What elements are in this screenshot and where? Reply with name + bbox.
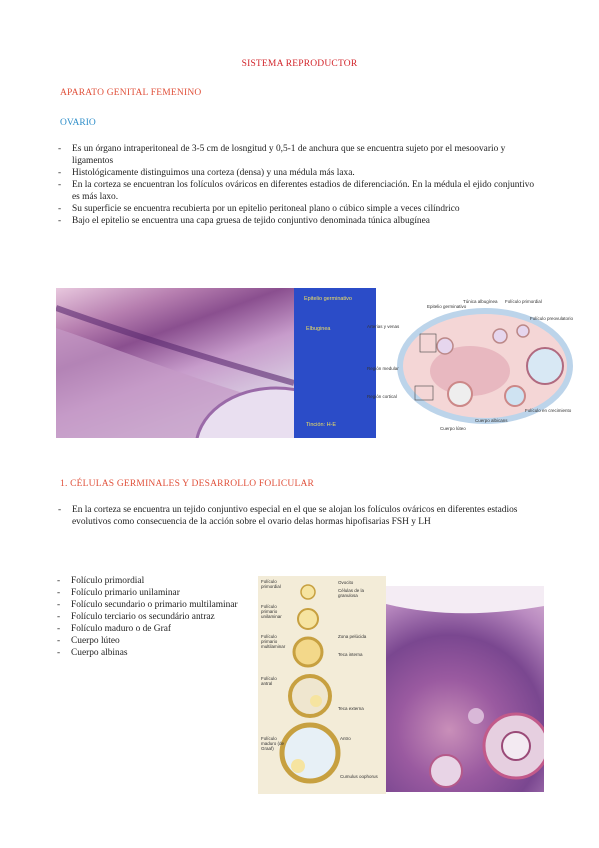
micrograph-epitelio [56,288,294,438]
diagram-label: Zona pelúcida [338,634,367,639]
diagram-label: Epitelio germinativo [427,304,467,309]
list-item: - Su superficie se encuentra recubierta por un epitelio peritoneal plano o cúbico simple a veces cilíndrico [57,203,542,215]
label-epitelio: Epitelio germinativo [304,296,352,302]
subsection-heading: OVARIO [60,118,96,128]
diagram-label: Arterias y venas [367,324,400,329]
list-item: - En la corteza se encuentra un tejido conjuntivo especial en el que se alojan los folículos ováricos en diferentes estadios evolutivos como consecuencia de la acción sobre el ovario delas hormas hipofisarias FSH y LH [57,504,537,528]
ovario-bullet-list [57,143,542,227]
follicle-stages-diagram [258,576,386,794]
section2-bullet-list [57,504,537,528]
ovary-diagram [365,296,575,436]
diagram-label: Folículo maduro (de Graaf) [261,736,285,751]
section2-heading: 1. CÉLULAS GERMINALES Y DESARROLLO FOLICULAR [60,479,315,489]
list-item: - Folículo primario unilaminar [56,587,246,599]
follicle-list [56,575,246,659]
diagram-label: Antro [340,736,351,741]
diagram-label: Túnica albugínea [463,299,498,304]
list-item: - Folículo primordial [56,575,246,587]
diagram-label: Folículo primordial [505,299,542,304]
list-item: - Bajo el epitelio se encuentra una capa gruesa de tejido conjuntivo denominada túnica albugínea [57,215,542,227]
diagram-label: Teca interna [338,652,363,657]
label-tincion: Tinción: H-E [306,422,337,428]
micrograph-label-panel [294,288,376,438]
tissue-illustration [386,586,544,792]
diagram-label: Folículo preovulatorio [530,316,574,321]
diagram-label: Folículo antral [261,676,277,686]
list-item: - Folículo terciario os secundário antraz [56,611,246,623]
diagram-label: Folículo primordial [261,579,281,589]
diagram-label: Folículo primario multilaminar [261,634,286,649]
diagram-label: Cuerpo albicans [475,418,508,423]
diagram-label: Teca externa [338,706,364,711]
tissue-illustration [56,288,294,438]
list-item: - Cuerpo lúteo [56,635,246,647]
list-item: - Folículo maduro o de Graf [56,623,246,635]
diagram-label: Ovocito [338,580,354,585]
list-item: - Es un órgano intraperitoneal de 3-5 cm de losngitud y 0,5-1 de anchura que se encuentra sujeto por el mesoovario y ligamentos [57,143,542,167]
diagram-label: Cumulus oophorus [340,774,378,779]
section-heading: APARATO GENITAL FEMENINO [60,88,202,98]
list-item: - En la corteza se encuentran los folículos ováricos en diferentes estadios de diferenciación. En la médula el ejido conjuntivo es más laxo. [57,179,542,203]
diagram-label: Folículo en crecimiento [525,408,572,413]
micrograph-ovary-cortex [386,586,544,792]
list-item: - Folículo secundario o primario multilaminar [56,599,246,611]
diagram-label: Región medular [367,366,399,371]
label-albuginea: Elbuginea [306,326,331,332]
list-item: - Cuerpo albinas [56,647,246,659]
page-title: SISTEMA REPRODUCTOR [241,59,358,69]
diagram-label: Folículo primario unilaminar [261,604,282,619]
diagram-label: Región cortical [367,394,397,399]
diagram-label: Células de la granulosa [338,588,365,598]
list-item: - Histológicamente distinguimos una corteza (densa) y una médula más laxa. [57,167,542,179]
diagram-label: Cuerpo lúteo [440,426,466,431]
